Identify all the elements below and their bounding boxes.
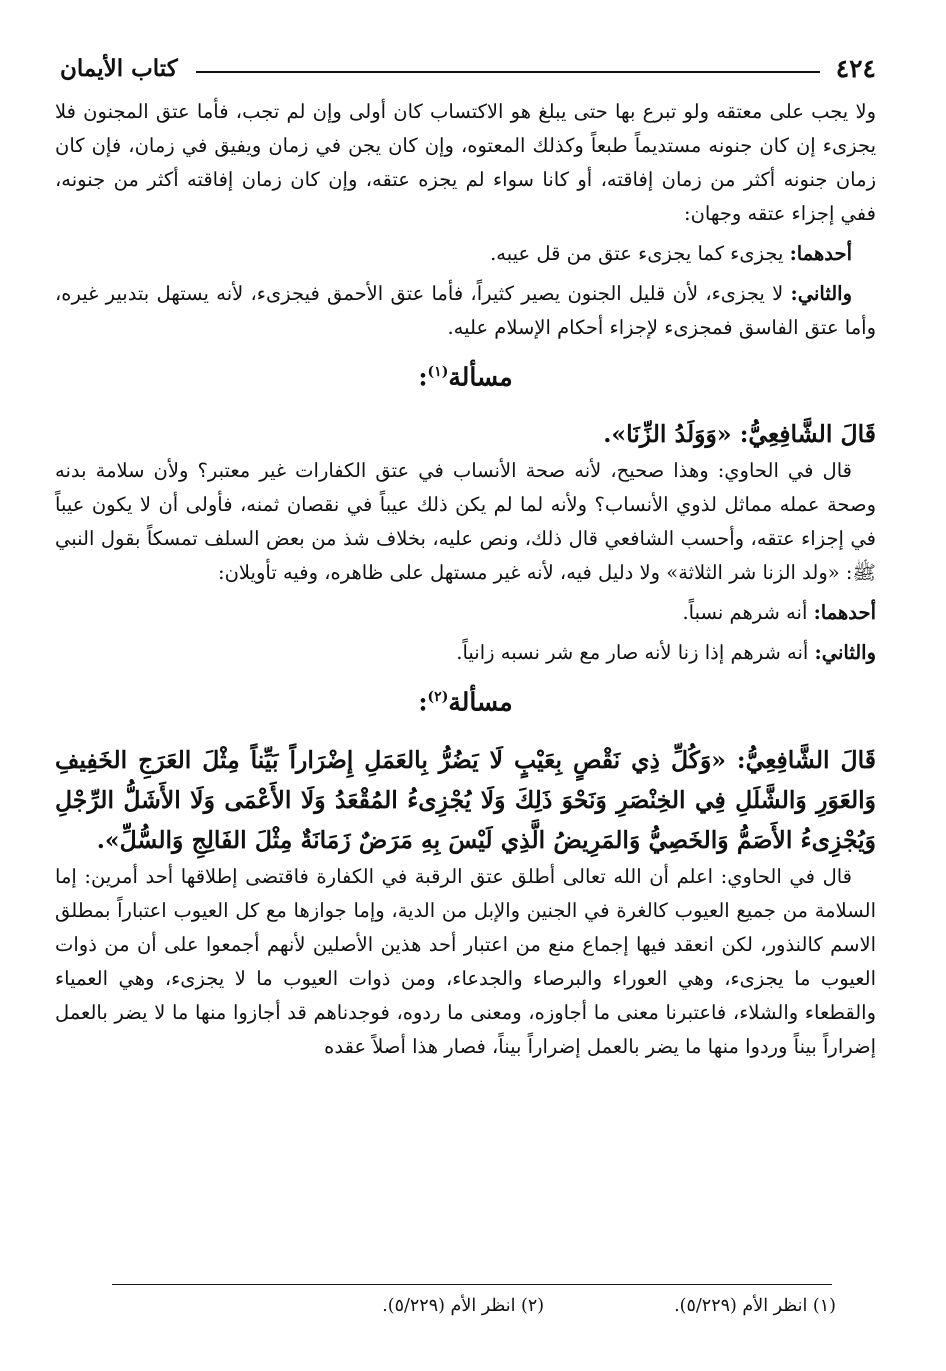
running-title: كتاب الأيمان	[60, 54, 178, 82]
shafii-quote-2: قَالَ الشَّافِعِيُّ: «وَكُلِّ ذِي نَقْصٍ بِعَيْبٍ لَا يَضُرُّ بِالعَمَلِ إِضْرَاراً بَيِّناً مِثْلَ العَرَجِ الخَفِيفِ وَالعَوَرِ وَالشَّلَلِ فِي الخِنْصَرِ وَنَحْوَ ذَلِكَ وَلَا يُجْزِىءُ المُقْعَدُ وَلَا الأَعْمَى وَلَا الأَشَلُّ الرِّجْلِ وَيُجْزِىءُ الأَصَمُّ وَالخَصِيُّ وَالمَرِيضُ الَّذِي لَيْسَ بِهِ مَرَضٌ زَمَانَةٌ مِثْلَ الفَالِجِ وَالسُّلِّ».	[55, 745, 876, 854]
paragraph-5-text: أنه شرهم نسباً.	[682, 601, 814, 625]
page-number: ٤٢٤	[835, 53, 876, 83]
masala-1-ref: (١)	[427, 364, 449, 380]
paragraph-2-lead: أحدهما:	[789, 242, 852, 265]
paragraph-2-text: يجزىء كما يجزىء عتق من قل عيبه.	[490, 242, 790, 265]
masala-1-label: مسألة	[448, 362, 513, 392]
page-body	[55, 95, 876, 1064]
masala-2-ref: (٢)	[427, 689, 449, 706]
paragraph-3-lead: والثاني:	[790, 282, 852, 305]
header-rule	[196, 71, 820, 73]
paragraph-6-text: أنه شرهم إذا زنا لأنه صار مع شر نسبه زانياً.	[456, 641, 815, 665]
paragraph-6-lead: والثاني:	[814, 641, 876, 665]
page-header	[60, 48, 876, 88]
paragraph-7: قال في الحاوي: اعلم أن الله تعالى أطلق عتق الرقبة في الكفارة فاقتضى إطلاقها أحد أمرين: إما السلامة من جميع العيوب كالغرة في الجنين والإبل من الدية، وإما جوازها مع كل العيوب اعتباراً بمطلق الاسم كالنذور، لكن انعقد فيها إجماع منع من اعتبار أحد هذين الأصلين لأنهم أجمعوا على أن من ذوات العيوب ما يجزىء، وهي العوراء والبرصاء والجدعاء، ومن ذوات العيوب ما لا يجزىء، وهي العمياء والقطعاء والشلاء، فاعتبرنا معنى ما أجاوزه، ومعنى ما ردوه، فوجدناهم قد أجازوا منها ما لا يضر بالعمل إضراراً بيناً وردوا منها ما يضر بالعمل إضراراً بيناً، فصار هذا أصلاً عقده	[55, 864, 876, 1058]
paragraph-3-text: لا يجزىء، لأن قليل الجنون يصير كثيراً، فأما عتق الأحمق فيجزىء، لأنه يستهل بتدبير غيره، وأما عتق الفاسق فمجزىء لإجزاء أحكام الإسلام عليه.	[55, 282, 876, 339]
paragraph-1: ولا يجب على معتقه ولو تبرع بها حتى يبلغ هو الاكتساب كان أولى وإن لم تجب، فأما عتق المجنون فلا يجزىء إن كان جنونه مستديماً طبعاً وكذلك المعتوه، وإن كان يجن في زمان ويفيق في زمان، فإن كان زمان جنونه أكثر من زمان إفاقته، أو كانا سواء لم يجزه عتقه، وإن كان زمان إفاقته أكثر من جنونه، ففي إجزاء عتقه وجهان:	[55, 100, 876, 225]
footnotes	[110, 1296, 836, 1316]
paragraph-5-lead: أحدهما:	[813, 601, 876, 625]
paragraph-4: قال في الحاوي: وهذا صحيح، لأنه صحة الأنساب في عتق الكفارات غير معتبر؟ ولأن سلامة بدنه وصحة عمله مماثل لذوي الأنساب؟ ولأنه لما لم يكن ذلك عيباً في نقصان ثمنه، فأولى أن لا يكون عيباً في إجزاء عتقه، وأحسب الشافعي قال ذلك، ونص عليه، بخلاف شذ من بعض السلف تمسكاً بقول النبي ﷺ: «ولد الزنا شر الثلاثة» ولا دليل فيه، لأنه غير مستهل على ظاهره، وفيه تأويلان:	[55, 459, 876, 585]
paragraph-5	[55, 596, 876, 630]
masala-heading-2	[55, 678, 876, 721]
paragraph-2	[55, 237, 876, 271]
masala-2-colon: :	[418, 687, 428, 717]
paragraph-3	[55, 277, 876, 345]
footnote-1: (١) انظر الأم (٥/٢٢٩).	[674, 1296, 836, 1316]
footnote-rule	[112, 1284, 832, 1285]
masala-heading-1	[55, 353, 876, 396]
masala-2-label: مسألة	[448, 687, 513, 717]
masala-1-colon: :	[418, 362, 428, 392]
paragraph-6	[55, 636, 876, 670]
footnote-2: (٢) انظر الأم (٥/٢٢٩).	[382, 1296, 545, 1316]
shafii-quote-1: قَالَ الشَّافِعِيُّ: «وَوَلَدُ الزِّنَا».	[603, 420, 876, 449]
